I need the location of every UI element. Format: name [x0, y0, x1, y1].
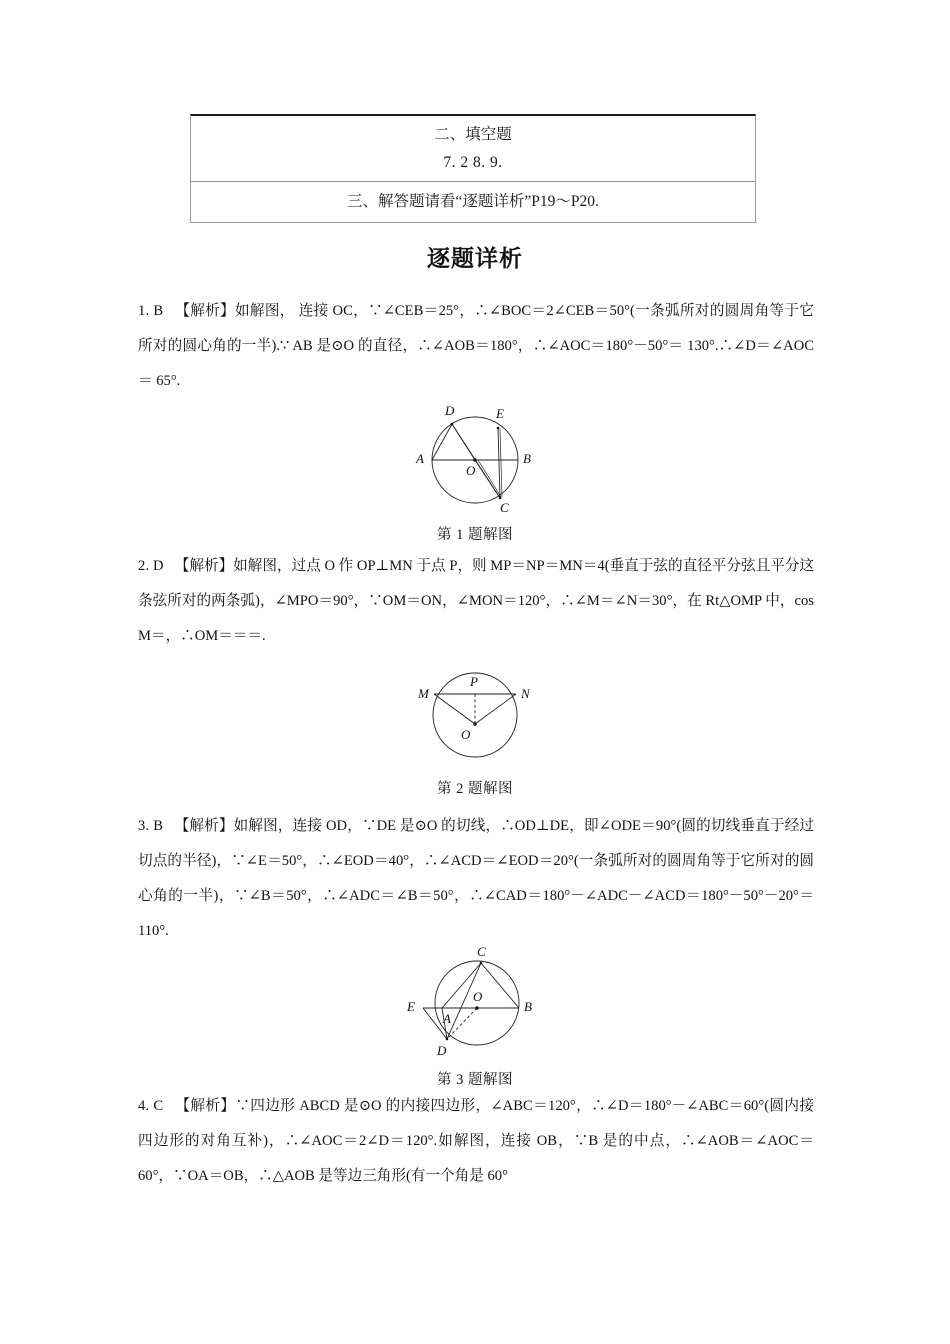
figure-3-label-E: E — [407, 999, 415, 1014]
solution-paragraph-4 — [138, 1089, 814, 1194]
solution-text-3: 【解析】如解图，连接 OD，∵DE 是⊙O 的切线，∴OD⊥DE，即∠ODE＝90°(圆的切线垂直于经过切点的半径)，∵∠E＝50°，∴∠EOD＝40°，∴∠ACD＝∠EOD＝20°(一条弧所对的圆周角等于它所对的圆心角的一半)，∵∠B＝50°，∴∠ADC＝∠B＝50°，∴∠CAD＝180°－∠ADC－∠ACD＝180°－50°－20°＝110°. — [138, 818, 815, 939]
figure-1-caption: 第 1 题解图 — [437, 527, 513, 543]
figure-2-caption: 第 2 题解图 — [437, 781, 513, 797]
solution-number-1: 1. — [138, 303, 150, 319]
answer-summary-box — [190, 114, 756, 223]
section-two-title: 二、填空题 — [434, 126, 512, 143]
figure-3-caption: 第 3 题解图 — [437, 1072, 513, 1088]
solution-number-4: 4. — [138, 1098, 150, 1114]
figure-2-label-O: O — [461, 727, 471, 742]
solution-choice-3: B — [153, 818, 164, 834]
fill-in-blank-answers: 7. 2 8. 9. — [443, 153, 503, 171]
figure-1-label-O: O — [466, 463, 476, 478]
solution-paragraph-1 — [138, 294, 814, 399]
figure-3-label-A: A — [443, 1011, 451, 1026]
solution-text-2: 【解析】如解图，过点 O 作 OP⊥MN 于点 P，则 MP＝NP＝MN＝4(垂直于弦的直径平分弦且平分这条弦所对的两条弧)，∠MPO＝90°，∵OM＝ON，∠MON＝120°，∴∠M＝∠N＝30°，在 Rt△OMP 中，cos M＝，∴OM＝＝＝. — [138, 558, 815, 644]
solution-number-2: 2. — [138, 558, 150, 574]
figure-1 — [0, 398, 950, 544]
figure-3 — [0, 943, 950, 1089]
solution-choice-4: C — [153, 1098, 164, 1114]
solution-choice-1: B — [153, 303, 164, 319]
figure-1-label-D: D — [445, 403, 455, 418]
figure-3-label-B: B — [524, 999, 532, 1014]
section-three-note: 三、解答题请看“逐题详析”P19～P20. — [191, 181, 755, 222]
figure-1-drawing — [390, 398, 560, 516]
figure-3-label-C: C — [477, 944, 486, 959]
figure-1-label-B: B — [523, 451, 531, 466]
solution-paragraph-3 — [138, 809, 814, 949]
figure-1-label-A: A — [416, 451, 424, 466]
figure-2-label-N: N — [521, 686, 530, 701]
figure-3-drawing — [385, 943, 565, 1061]
figure-2-label-P: P — [470, 674, 478, 689]
figure-1-label-E: E — [496, 406, 504, 421]
figure-2-label-M: M — [418, 686, 429, 701]
solution-text-1: 【解析】如解图， 连接 OC，∵∠CEB＝25°，∴∠BOC＝2∠CEB＝50°(一条弧所对的圆周角等于它所对的圆心角的一半).∵ AB 是⊙O 的直径，∴∠AOB＝180°，∴∠AOC＝180°－50°＝ 130°.∴∠D＝∠AOC＝ 65°. — [138, 303, 815, 389]
solution-number-3: 3. — [138, 818, 150, 834]
figure-2-drawing — [390, 658, 560, 770]
figure-1-label-C: C — [500, 500, 509, 515]
solution-choice-2: D — [153, 558, 164, 574]
figure-3-label-O: O — [473, 989, 483, 1004]
figure-2 — [0, 658, 950, 798]
solution-text-4: 【解析】∵四边形 ABCD 是⊙O 的内接四边形，∠ABC＝120°，∴∠D＝180°－∠ABC＝60°(圆内接四边形的对角互补)，∴∠AOC＝2∠D＝120°.如解图，连接 OB，∵B 是的中点，∴∠AOB＝∠AOC＝60°，∵OA＝OB，∴△AOB 是等边三角形(有一个角是 60° — [138, 1098, 814, 1184]
figure-3-label-D: D — [437, 1043, 447, 1058]
page-title: 逐题详析 — [427, 246, 523, 272]
solution-paragraph-2 — [138, 549, 814, 654]
